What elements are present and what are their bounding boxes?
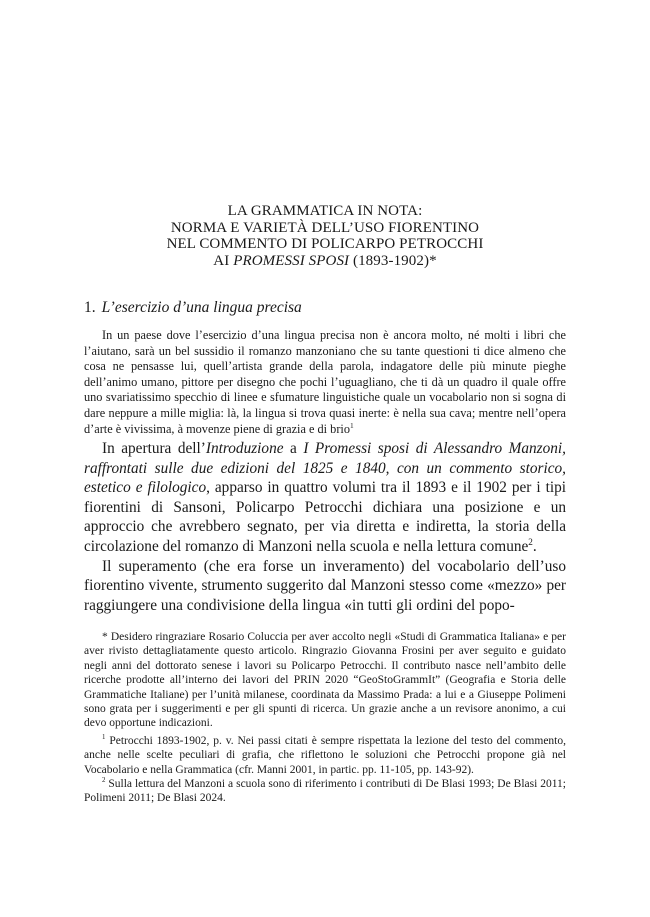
footnote-1-mark: 1 bbox=[102, 734, 106, 742]
footnote-2-text: Sulla lettura del Manzoni a scuola sono di riferimento i contributi di De Blasi 1993; De Blasi 2011; Polimeni 2011; De Blasi 2024. bbox=[84, 778, 566, 805]
footnote-ref-2: 2 bbox=[528, 536, 533, 547]
body-text-span: . bbox=[532, 537, 537, 555]
title-line-4-post: (1893-1902)* bbox=[349, 252, 437, 269]
body-text-span: , apparso in quattro volumi tra il 1893 e il 1902 per i tipi fiorentini di Sansoni, Policarpo Petrocchi dichiara una posizione e un approccio che avrebbero segnato, per via diretta e indiretta, la storia della circolazione del romanzo di Manzoni nella scuola e nella lettura comune bbox=[84, 479, 566, 555]
epigraph-quote bbox=[84, 328, 566, 437]
italic-introduzione: Introduzione bbox=[205, 440, 284, 457]
section-title: L’esercizio d’una lingua precisa bbox=[101, 299, 302, 316]
title-line-4-pre: AI bbox=[213, 252, 234, 269]
italic-book-title: I Promessi sposi di Alessandro Manzoni, raffrontati sulle due edizioni del 1825 e 1840, con un commento storico, estetico e filologico bbox=[84, 440, 566, 497]
footnote-2-mark: 2 bbox=[102, 777, 106, 785]
section-heading bbox=[84, 299, 302, 317]
body-paragraph-1 bbox=[84, 439, 566, 557]
footnote-1 bbox=[84, 734, 566, 777]
footnotes bbox=[84, 630, 566, 806]
title-line-2: NORMA E VARIETÀ DELL’USO FIORENTINO bbox=[170, 219, 480, 236]
body-text bbox=[84, 439, 566, 615]
footnote-2 bbox=[84, 777, 566, 806]
body-text-span: In apertura dell’ bbox=[102, 440, 206, 457]
body-text-span: a bbox=[283, 440, 304, 457]
footnote-1-text: Petrocchi 1893-1902, p. v. Nei passi citati è sempre rispettata la lezione del testo del commento, anche nelle scelte peculiari di grafia, che riflettono le soluzioni che Petrocchi propone già nel Vocabolario e nella Grammatica (cfr. Manni 2001, in partic. pp. 11-105, pp. 143-92). bbox=[84, 734, 566, 776]
footnote-star: * Desidero ringraziare Rosario Coluccia per aver accolto negli «Studi di Grammatica Italiana» e per aver rivisto dettagliatamente questo articolo. Ringrazio Giovanna Frosini per aver seguito e guidato negli anni del dottorato senese i lavori su Policarpo Petrocchi. Il contributo nasce nell’ambito delle ricerche prodotte all’interno dei lavori del PRIN 2020 “GeoStoGrammIt” (Geografia e Storia delle Grammatiche Italiane) per l’unità milanese, coordinata da Massimo Prada: a lui e a Giuseppe Polimeni sono grata per i suggerimenti e per gli spunti di ricerca. Un grazie anche a un revisore anonimo, a cui devo opportune indicazioni. bbox=[84, 631, 566, 730]
quote-paragraph bbox=[84, 328, 566, 437]
footnote-ref-1: 1 bbox=[350, 420, 354, 430]
article-title bbox=[0, 203, 650, 269]
title-italic-work: PROMESSI SPOSI bbox=[233, 252, 350, 269]
section-number: 1. bbox=[84, 299, 96, 316]
title-line-3: NEL COMMENTO DI POLICARPO PETROCCHI bbox=[166, 236, 484, 252]
quote-text: In un paese dove l’esercizio d’una lingua precisa non è ancora molto, né molti i libri che l’aiutano, sarà un bel sussidio il romanzo manzoniano che su tante questioni ti dice almeno che cosa ne pensasse lui, quell’artista grande della parola, indagatore delle più minute pieghe dell’animo umano, pittore per disegno che pochi l’uguagliano, che ti dà un quadro il quale offre uno svariatissimo specchio di linee e sfumature linguistiche quale un vocabolario non si sogna di dare neppure a mille miglia: là, la lingua si trova quasi inerte: è nella sua cava; mentre nell’opera d’arte è vivissima, à movenze piene di grazia e di brio bbox=[84, 328, 566, 436]
title-line-1: LA GRAMMATICA IN NOTA: bbox=[227, 203, 423, 219]
body-paragraph-2: Il superamento (che era forse un inveramento) del vocabolario dell’uso fiorentino vivente, strumento suggerito dal Manzoni stesso come «mezzo» per raggiungere una condivisione della lingua «in tutti gli ordini del popo- bbox=[84, 557, 566, 614]
title-line-4 bbox=[0, 253, 650, 270]
